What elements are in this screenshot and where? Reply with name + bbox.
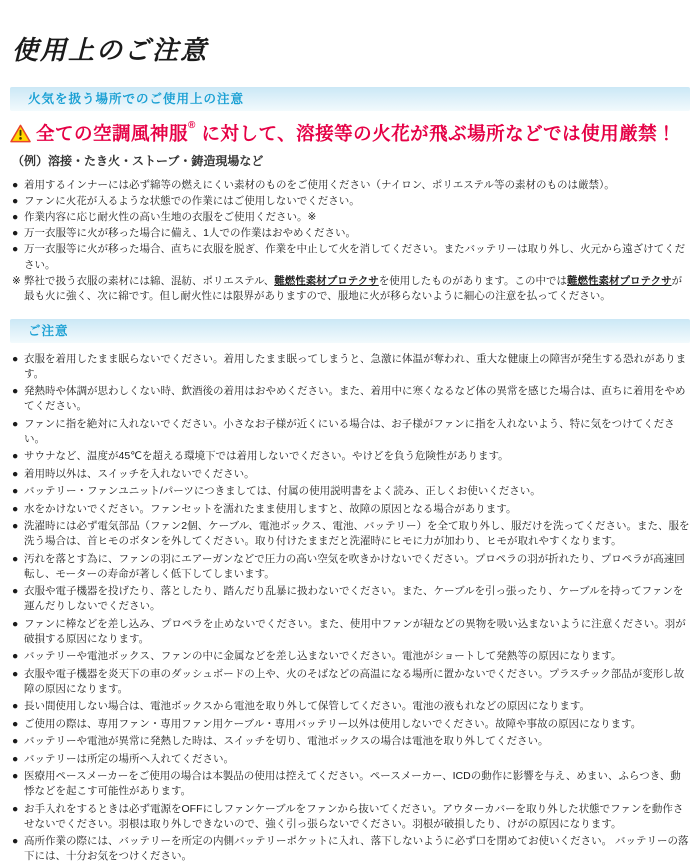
list-item — [12, 617, 690, 647]
text-run: ファンに棒などを差し込み、プロペラを止めないでください。また、使用中ファンが紐などの異物を吸い込まないように注意ください。羽が破損する原因になります。 — [24, 618, 686, 645]
bullet-marker: ● — [12, 617, 18, 632]
text-run: 弊社で扱う衣服の素材には綿、混紡、ポリエステル、 — [24, 275, 274, 287]
bullet-marker: ● — [12, 717, 18, 732]
list-item-text — [24, 503, 516, 515]
bullet-marker: ● — [12, 194, 18, 210]
list-item-text — [24, 650, 621, 662]
fire-section — [10, 87, 690, 305]
text-run: を使用したものがあります。この中では — [379, 275, 567, 287]
text-run: バッテリー・ファンユニット/パーツにつきましては、付属の使用説明書をよく読み、正しくお使いください。 — [24, 485, 541, 497]
list-item-text — [24, 585, 683, 612]
list-item-text — [24, 179, 615, 191]
list-item — [12, 467, 690, 482]
bullet-marker: ● — [12, 242, 18, 258]
list-item-text — [24, 770, 681, 797]
text-run: 洗濯時には必ず電気部品（ファン2個、ケーブル、電池ボックス、電池、バッテリー）を全て取り外し、服だけを洗ってください。また、服を洗う場合は、首ヒモのボタンを外してください。取り付けたままだと洗濯時にヒモに力が加わり、ヒモが取れやすくなります。 — [24, 520, 690, 547]
list-item-text — [24, 718, 641, 730]
list-item — [12, 519, 690, 549]
caution-section — [10, 319, 690, 864]
list-item — [12, 242, 690, 273]
bullet-marker: ● — [12, 752, 18, 767]
list-item-text — [24, 418, 675, 445]
fire-example-line: （例）溶接・たき火・ストーブ・鋳造現場など — [12, 152, 690, 169]
bullet-marker: ● — [12, 502, 18, 517]
fire-warning-text-rest: に対して、溶接等の火花が飛ぶ場所などでは使用厳禁！ — [196, 123, 676, 144]
fire-precaution-list — [10, 178, 690, 305]
bullet-marker: ● — [12, 584, 18, 599]
list-item — [12, 417, 690, 447]
list-item-text — [24, 485, 541, 497]
list-item-text — [24, 243, 685, 271]
list-item-text — [24, 211, 316, 223]
bullet-marker: ● — [12, 384, 18, 399]
list-item — [12, 484, 690, 499]
list-item — [12, 449, 690, 464]
list-item — [12, 802, 690, 832]
text-run: 衣服を着用したまま眠らないでください。着用したまま眠ってしまうと、急激に体温が奪われ、重大な健康上の障害が発生する恐れがあります。 — [24, 353, 686, 380]
caution-section-header — [10, 319, 690, 343]
list-item-text — [24, 618, 686, 645]
text-run: 衣服や電子機器を投げたり、落としたり、踏んだり乱暴に扱わないでください。また、ケーブルを引っ張ったり、ケーブルを持ってファンを運んだりしないでください。 — [24, 585, 683, 612]
page-title: 使用上のご注意 — [12, 30, 690, 67]
registered-trademark-mark: ® — [188, 120, 196, 131]
fire-section-header — [10, 87, 690, 111]
list-item — [12, 667, 690, 697]
text-run: 汚れを落とす為に、ファンの羽にエアーガンなどで圧力の高い空気を吹きかけないでください。プロペラの羽が折れたり、プロペラが高速回転し、モーターの寿命が著しく低下してしまいます。 — [24, 553, 685, 580]
bullet-marker: ● — [12, 667, 18, 682]
list-item — [12, 834, 690, 864]
list-item — [12, 769, 690, 799]
bullet-marker: ● — [12, 178, 18, 194]
bullet-marker: ● — [12, 417, 18, 432]
list-item — [12, 699, 690, 714]
list-item-text — [24, 385, 686, 412]
list-item — [12, 194, 690, 210]
bullet-marker: ● — [12, 834, 18, 849]
text-run: 着用するインナーには必ず綿等の燃えにくい素材のものをご使用ください（ナイロン、ポリエステル等の素材のものは厳禁）。 — [24, 179, 615, 191]
fire-section-header-label: 火気を扱う場所でのご使用上の注意 — [28, 92, 244, 106]
protexa-material-emphasis: 難燃性素材プロテクサ — [567, 275, 672, 287]
list-item — [12, 178, 690, 194]
list-item-text — [24, 803, 683, 830]
text-run: ファンに火花が入るような状態での作業にはご使用しないでください。 — [24, 195, 360, 207]
bullet-marker: ● — [12, 802, 18, 817]
list-item-text — [24, 353, 686, 380]
list-item-text — [24, 195, 360, 207]
warning-triangle-icon — [10, 124, 31, 143]
fire-warning-text — [36, 120, 676, 146]
list-item — [12, 352, 690, 382]
list-item — [12, 734, 690, 749]
bullet-marker: ● — [12, 467, 18, 482]
bullet-marker: ● — [12, 226, 18, 242]
list-item-text — [24, 275, 682, 303]
bullet-marker: ● — [12, 649, 18, 664]
text-run: 万一衣服等に火が移った場合に備え、1人での作業はおやめください。 — [24, 227, 356, 239]
protexa-material-emphasis: 難燃性素材プロテクサ — [274, 275, 379, 287]
text-run: サウナなど、温度が45℃を超える環境下では着用しないでください。やけどを負う危険性があります。 — [24, 450, 509, 462]
list-item-text — [24, 700, 590, 712]
list-item-text — [24, 735, 548, 747]
list-item-text — [24, 468, 255, 480]
text-run: ご使用の際は、専用ファン・専用ファン用ケーブル・専用バッテリー以外は使用しないでください。故障や事故の原因になります。 — [24, 718, 641, 730]
text-run: 作業内容に応じ耐火性の高い生地の衣服をご使用ください。※ — [24, 211, 316, 223]
bullet-marker: ● — [12, 699, 18, 714]
text-run: 万一衣服等に火が移った場合、直ちに衣服を脱ぎ、作業を中止して火を消してください。またバッテリーは取り外し、火元から遠ざけてください。 — [24, 243, 685, 271]
list-item — [12, 210, 690, 226]
list-item — [12, 584, 690, 614]
text-run: バッテリーや電池が異常に発熱した時は、スイッチを切り、電池ボックスの場合は電池を取り外してください。 — [24, 735, 548, 747]
bullet-marker: ● — [12, 449, 18, 464]
text-run: 長い間使用しない場合は、電池ボックスから電池を取り外して保管してください。電池の液もれなどの原因になります。 — [24, 700, 590, 712]
text-run: バッテリーは所定の場所へ入れてください。 — [24, 753, 234, 765]
list-item — [12, 752, 690, 767]
list-item-text — [24, 553, 685, 580]
bullet-marker: ● — [12, 769, 18, 784]
text-run: 衣服や電子機器を炎天下の車のダッシュボードの上や、火のそばなどの高温になる場所に置かないでください。プラスチック部品が変形し故障の原因になります。 — [24, 668, 684, 695]
text-run: 着用時以外は、スイッチを入れないでください。 — [24, 468, 255, 480]
text-run: 水をかけないでください。ファンセットを濡れたまま使用しますと、故障の原因となる場合があります。 — [24, 503, 516, 515]
list-item — [12, 552, 690, 582]
list-item-text — [24, 835, 689, 862]
footnote-marker: ※ — [12, 274, 21, 290]
bullet-marker: ● — [12, 484, 18, 499]
text-run: バッテリーや電池ボックス、ファンの中に金属などを差し込まないでください。電池がショートして発熱等の原因になります。 — [24, 650, 621, 662]
bullet-marker: ● — [12, 734, 18, 749]
text-run: 医療用ペースメーカーをご使用の場合は本製品の使用は控えてください。ペースメーカー、ICDの動作に影響を与え、めまい、ふらつき、動悸などを起こす可能性があります。 — [24, 770, 681, 797]
list-item-text — [24, 227, 356, 239]
bullet-marker: ● — [12, 352, 18, 367]
caution-section-header-label: ご注意 — [28, 324, 69, 338]
list-item-text — [24, 520, 690, 547]
list-item — [12, 502, 690, 517]
text-run: ファンに指を絶対に入れないでください。小さなお子様が近くにいる場合は、お子様がファンに指を入れないよう、特に気をつけてください。 — [24, 418, 675, 445]
list-item — [12, 274, 690, 305]
list-item-text — [24, 668, 684, 695]
bullet-marker: ● — [12, 210, 18, 226]
text-run: お手入れをするときは必ず電源をOFFにしファンケーブルをファンから抜いてください。アウターカバーを取り外した状態でファンを動作させないでください。羽根は取り外しできないので、強く引っ張らないでください。羽根が破損したり、けがの原因になります。 — [24, 803, 683, 830]
text-run: が最も火に強く、次に綿です。但し耐火性には限界がありますので、服地に火が移らないように細心の注意を払ってください。 — [24, 275, 682, 303]
list-item — [12, 649, 690, 664]
list-item — [12, 384, 690, 414]
list-item-text — [24, 450, 509, 462]
bullet-marker: ● — [12, 552, 18, 567]
list-item — [12, 717, 690, 732]
text-run: 発熱時や体調が思わしくない時、飲酒後の着用はおやめください。また、着用中に寒くなるなど体の異常を感じた場合は、直ちに着用をやめてください。 — [24, 385, 686, 412]
list-item — [12, 226, 690, 242]
bullet-marker: ● — [12, 519, 18, 534]
list-item-text — [24, 753, 234, 765]
fire-warning-banner — [10, 120, 690, 146]
text-run: 高所作業の際には、バッテリーを所定の内側バッテリーポケットに入れ、落下しないように必ず口を閉めてお使いください。 バッテリーの落下には、十分お気をつけください。 — [24, 835, 689, 862]
caution-list — [10, 352, 690, 864]
fire-warning-text-main: 全ての空調風神服 — [36, 123, 188, 144]
